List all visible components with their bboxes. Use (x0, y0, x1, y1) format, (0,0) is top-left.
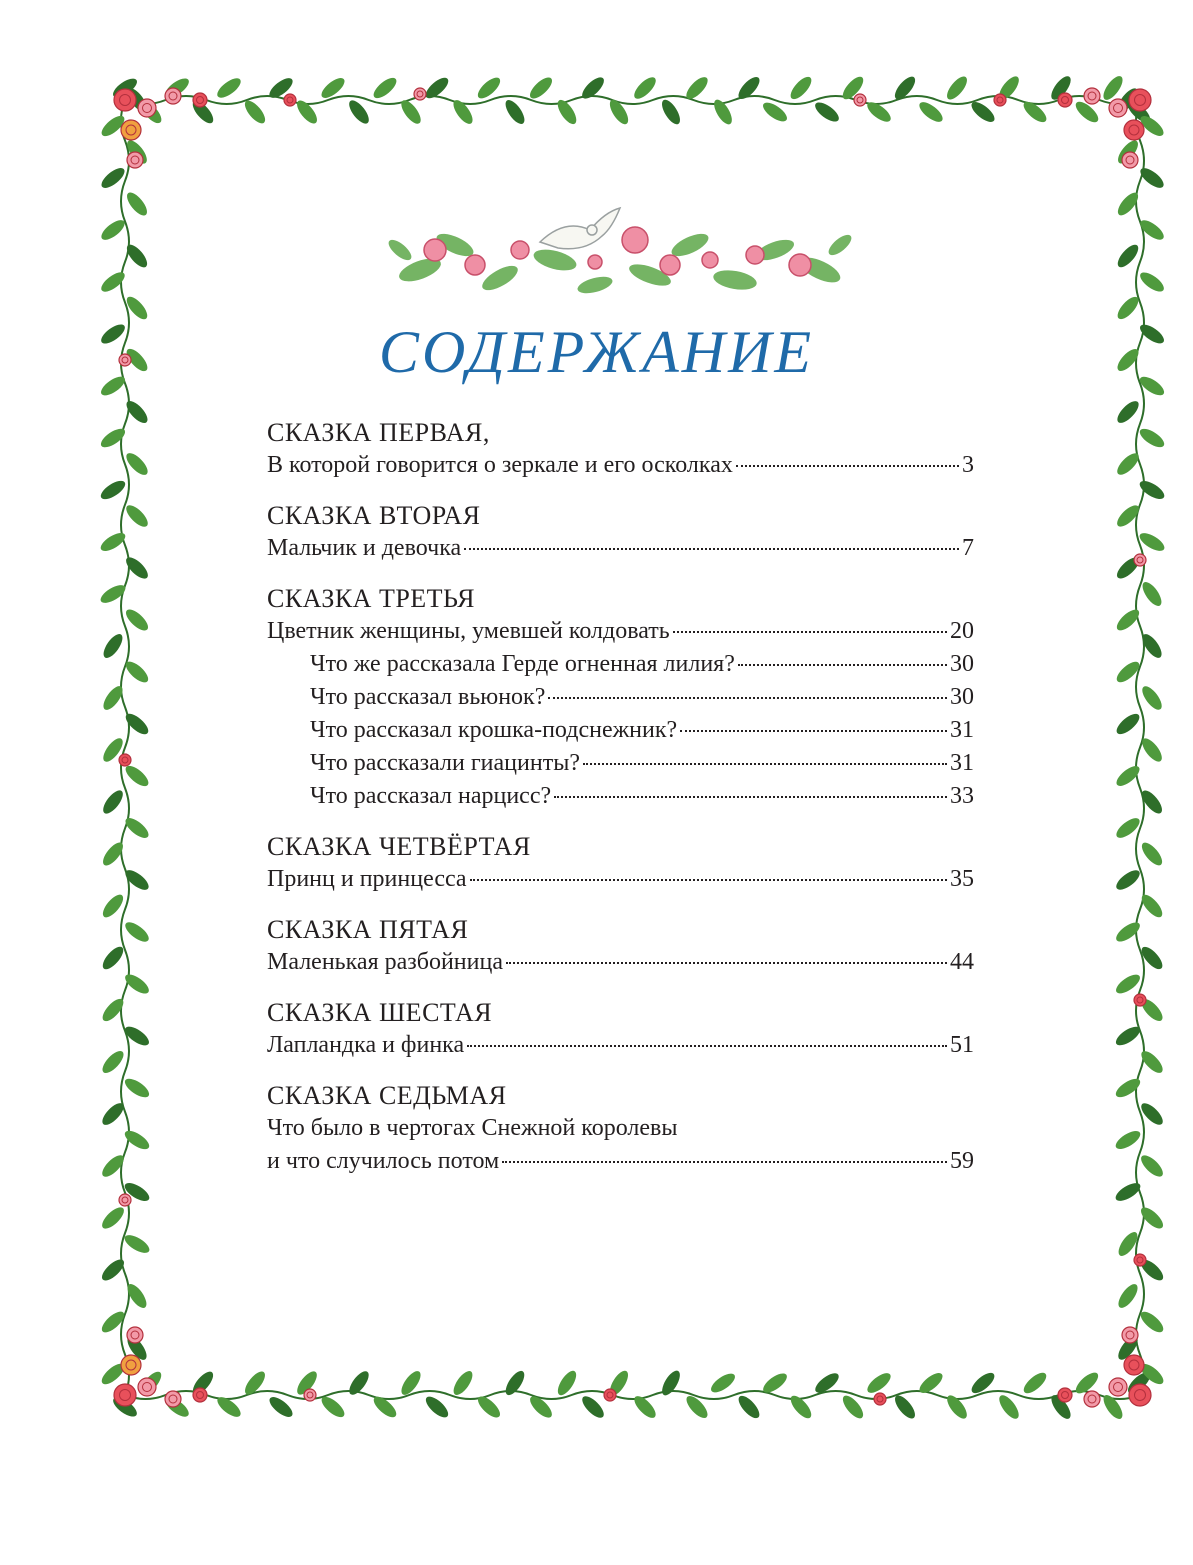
toc-entry[interactable] (267, 449, 974, 482)
leader-dots (467, 1045, 947, 1047)
entry-title: Маленькая разбойница (267, 949, 503, 975)
leader-dots (548, 697, 947, 699)
page-number: 31 (950, 750, 974, 776)
page-number: 31 (950, 717, 974, 743)
entry-title: Что рассказал вьюнок? (310, 684, 546, 710)
entry-title: Что же рассказала Герде огненная лилия? (310, 651, 735, 677)
leader-dots (464, 548, 959, 550)
page-number: 30 (950, 684, 974, 710)
chapter-2 (267, 500, 974, 565)
leader-dots (502, 1161, 947, 1163)
toc-entry[interactable] (267, 1145, 974, 1178)
chapter-heading: СКАЗКА ПЯТАЯ (267, 915, 469, 944)
entry-title: Что рассказали гиацинты? (310, 750, 580, 776)
page-number: 44 (950, 949, 974, 975)
leader-dots (736, 465, 959, 467)
toc-subentry[interactable] (267, 714, 974, 747)
toc-subentry[interactable] (267, 681, 974, 714)
chapter-heading: СКАЗКА ВТОРАЯ (267, 501, 481, 530)
chapter-heading: СКАЗКА ЧЕТВЁРТАЯ (267, 832, 531, 861)
leader-dots (470, 879, 947, 881)
chapter-heading: СКАЗКА СЕДЬМАЯ (267, 1081, 507, 1110)
entry-title: и что случилось потом (267, 1148, 500, 1174)
page-number: 35 (950, 866, 974, 892)
entry-title: Лапландка и финка (267, 1032, 465, 1058)
toc-entry[interactable] (267, 863, 974, 896)
entry-title: Что рассказал крошка-подснежник? (310, 717, 678, 743)
page-number: 51 (950, 1032, 974, 1058)
chapter-4 (267, 831, 974, 896)
leader-dots (680, 730, 947, 732)
chapter-6 (267, 997, 974, 1062)
leader-dots (506, 962, 947, 964)
leader-dots (554, 796, 947, 798)
toc-subentry[interactable] (267, 747, 974, 780)
toc-subentry[interactable] (267, 648, 974, 681)
toc-subentry[interactable] (267, 780, 974, 813)
page-number: 3 (962, 452, 974, 478)
table-of-contents (267, 417, 974, 1196)
entry-title: Цветник женщины, умевшей колдовать (267, 618, 670, 644)
page-number: 33 (950, 783, 974, 809)
dove-with-roses-icon (380, 200, 860, 305)
chapter-3 (267, 583, 974, 813)
leader-dots (738, 664, 947, 666)
chapter-heading: СКАЗКА ШЕСТАЯ (267, 998, 493, 1027)
toc-entry[interactable] (267, 615, 974, 648)
page-title: СОДЕРЖАНИЕ (378, 319, 815, 385)
chapter-1 (267, 417, 974, 482)
page-number: 30 (950, 651, 974, 677)
leader-dots (673, 631, 947, 633)
entry-title-line[interactable]: Что было в чертогах Снежной королевы (267, 1115, 678, 1141)
chapter-7 (267, 1080, 974, 1178)
page-number: 59 (950, 1148, 974, 1174)
chapter-heading: СКАЗКА ПЕРВАЯ, (267, 418, 490, 447)
page-number: 20 (950, 618, 974, 644)
chapter-5 (267, 914, 974, 979)
chapter-heading: СКАЗКА ТРЕТЬЯ (267, 584, 475, 613)
toc-entry[interactable] (267, 1029, 974, 1062)
entry-title: Принц и принцесса (267, 866, 467, 892)
leader-dots (583, 763, 947, 765)
entry-title: Мальчик и девочка (267, 535, 462, 561)
entry-title: Что рассказал нарцисс? (310, 783, 552, 809)
toc-entry[interactable] (267, 946, 974, 979)
toc-entry[interactable] (267, 532, 974, 565)
entry-title: В которой говорится о зеркале и его осколках (267, 452, 733, 478)
page-number: 7 (962, 535, 974, 561)
